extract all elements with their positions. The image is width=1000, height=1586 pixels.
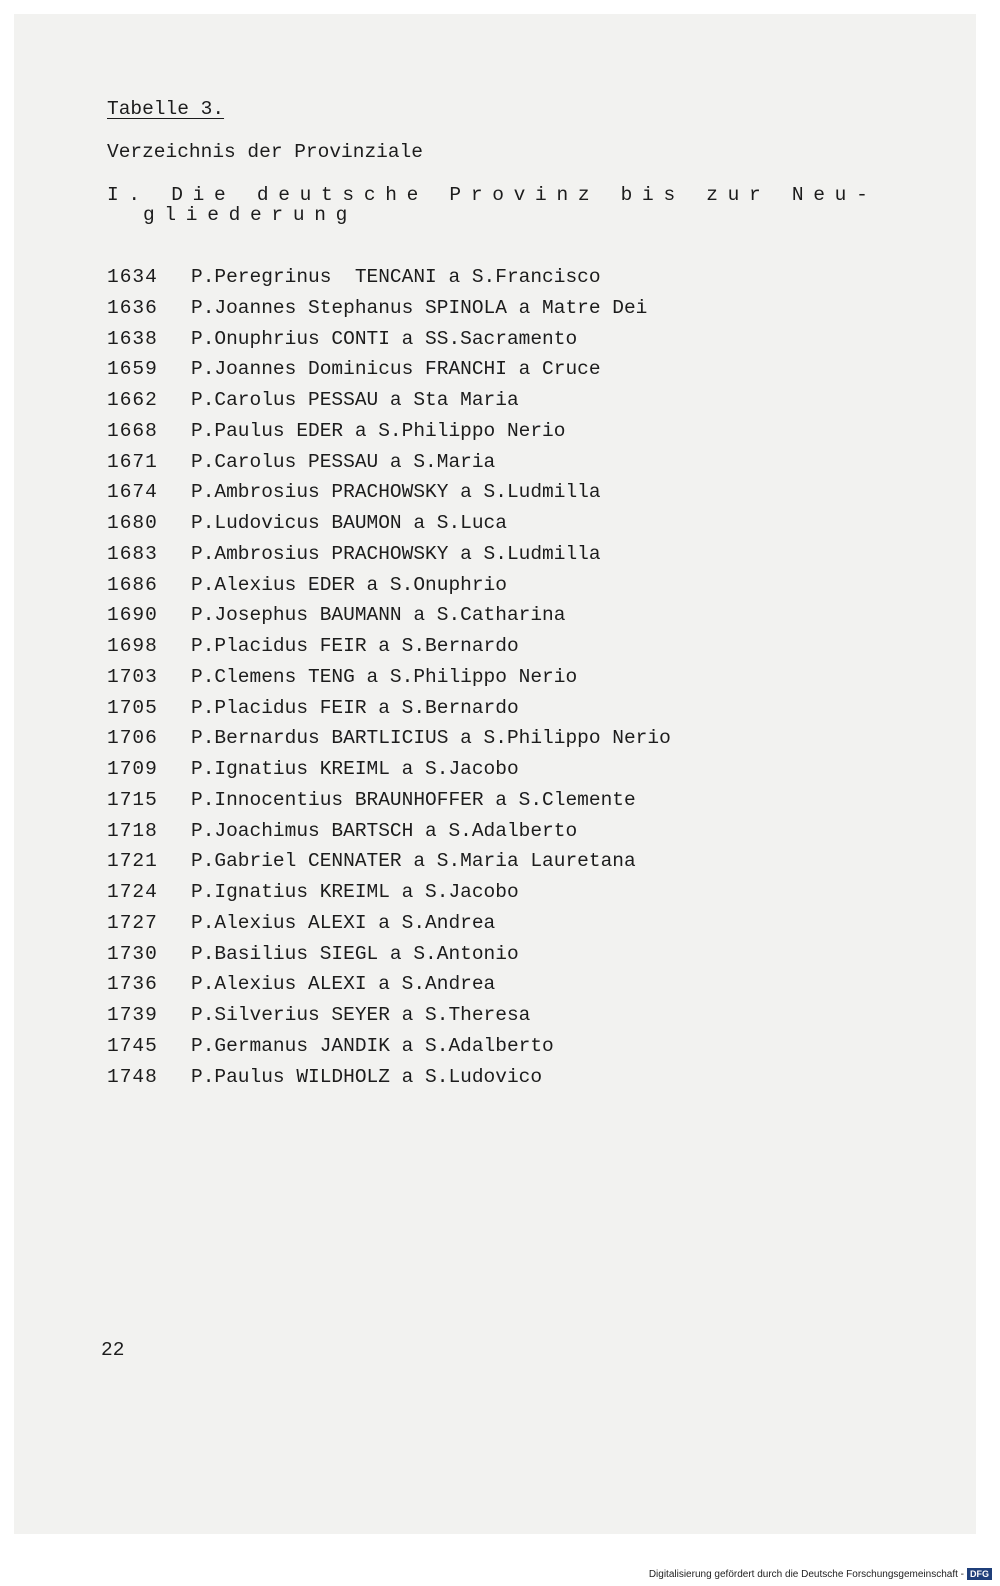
entry-name: P.Josephus BAUMANN a S.Catharina (191, 604, 566, 627)
entry-name: P.Ambrosius PRACHOWSKY a S.Ludmilla (191, 481, 601, 504)
list-item (107, 850, 671, 881)
entry-name: P.Alexius EDER a S.Onuphrio (191, 573, 507, 596)
list-item (107, 1035, 671, 1066)
entry-name: P.Paulus WILDHOLZ a S.Ludovico (191, 1065, 543, 1088)
table-label: Tabelle 3. (107, 98, 225, 120)
list-item (107, 543, 671, 574)
entry-name: P.Peregrinus TENCANI a S.Francisco (191, 266, 601, 288)
entry-year: 1724 (107, 881, 158, 903)
entry-name: P.Alexius ALEXI a S.Andrea (191, 911, 496, 934)
entry-year: 1638 (107, 327, 158, 350)
list-item (107, 697, 671, 728)
entry-name: P.Ignatius KREIML a S.Jacobo (191, 758, 519, 780)
list-item (107, 420, 671, 451)
entry-name: P.Clemens TENG a S.Philippo Nerio (191, 665, 578, 688)
list-item (107, 266, 671, 297)
entry-year: 1662 (107, 389, 158, 411)
entry-year: 1709 (107, 758, 158, 780)
list-item (107, 604, 671, 635)
entry-year: 1698 (107, 635, 158, 657)
entry-year: 1674 (107, 481, 158, 504)
entry-name: P.Basilius SIEGL a S.Antonio (191, 942, 519, 965)
entry-year: 1739 (107, 1004, 158, 1026)
entry-name: P.Ambrosius PRACHOWSKY a S.Ludmilla (191, 542, 601, 565)
footer-text: Digitalisierung gefördert durch die Deutsche Forschungsgemeinschaft - (648, 1568, 964, 1580)
entry-year: 1690 (107, 604, 158, 627)
list-item (107, 973, 671, 1004)
list-item (107, 451, 671, 482)
entry-year: 1727 (107, 911, 158, 934)
entry-year: 1634 (107, 266, 158, 288)
entry-year: 1718 (107, 819, 158, 842)
entry-name: P.Joannes Stephanus SPINOLA a Matre Dei (191, 296, 648, 319)
entry-year: 1671 (107, 450, 158, 473)
list-item (107, 1004, 671, 1035)
list-item (107, 512, 671, 543)
list-item (107, 481, 671, 512)
entry-year: 1686 (107, 573, 158, 596)
entry-name: P.Ignatius KREIML a S.Jacobo (191, 881, 519, 903)
dfg-logo-icon: DFG (967, 1568, 992, 1580)
entry-name: P.Onuphrius CONTI a SS.Sacramento (191, 327, 578, 350)
digitization-footer (649, 1568, 992, 1580)
entry-name: P.Silverius SEYER a S.Theresa (191, 1004, 531, 1026)
entry-year: 1703 (107, 665, 158, 688)
list-item (107, 389, 671, 420)
entry-year: 1721 (107, 850, 158, 873)
entry-name: P.Paulus EDER a S.Philippo Nerio (191, 419, 566, 442)
entry-year: 1736 (107, 973, 158, 996)
entry-name: P.Carolus PESSAU a Sta Maria (191, 389, 519, 411)
entry-year: 1636 (107, 296, 158, 319)
entry-name: P.Alexius ALEXI a S.Andrea (191, 973, 496, 996)
entry-name: P.Germanus JANDIK a S.Adalberto (191, 1034, 554, 1057)
list-item (107, 820, 671, 851)
list-item (107, 758, 671, 789)
entry-name: P.Bernardus BARTLICIUS a S.Philippo Nerio (191, 727, 671, 750)
list-item (107, 727, 671, 758)
provincial-list (107, 266, 671, 1096)
entry-name: P.Innocentius BRAUNHOFFER a S.Clemente (191, 788, 636, 811)
entry-name: P.Carolus PESSAU a S.Maria (191, 450, 496, 473)
entry-year: 1715 (107, 788, 158, 811)
entry-year: 1705 (107, 696, 158, 719)
list-item (107, 1066, 671, 1097)
entry-year: 1668 (107, 419, 158, 442)
page-number: 22 (101, 1339, 125, 1361)
section-heading (107, 185, 897, 225)
section-heading-line-2: gliederung (143, 204, 358, 226)
list-item (107, 635, 671, 666)
entry-year: 1680 (107, 512, 158, 534)
entry-name: P.Ludovicus BAUMON a S.Luca (191, 512, 507, 534)
list-item (107, 881, 671, 912)
list-item (107, 943, 671, 974)
list-item (107, 574, 671, 605)
entry-year: 1748 (107, 1065, 158, 1088)
list-item (107, 912, 671, 943)
entry-year: 1683 (107, 542, 158, 565)
entry-year: 1659 (107, 358, 158, 381)
list-item (107, 358, 671, 389)
list-item (107, 666, 671, 697)
entry-name: P.Gabriel CENNATER a S.Maria Lauretana (191, 850, 636, 873)
entry-name: P.Joachimus BARTSCH a S.Adalberto (191, 819, 578, 842)
entry-year: 1730 (107, 942, 158, 965)
list-item (107, 328, 671, 359)
list-item (107, 297, 671, 328)
section-heading-line-1: I. Die deutsche Provinz bis zur Neu- (107, 184, 878, 206)
entry-name: P.Placidus FEIR a S.Bernardo (191, 635, 519, 657)
entry-year: 1745 (107, 1034, 158, 1057)
list-item (107, 789, 671, 820)
entry-year: 1706 (107, 727, 158, 750)
entry-name: P.Placidus FEIR a S.Bernardo (191, 696, 519, 719)
document-subtitle: Verzeichnis der Provinziale (107, 141, 423, 163)
entry-name: P.Joannes Dominicus FRANCHI a Cruce (191, 358, 601, 381)
